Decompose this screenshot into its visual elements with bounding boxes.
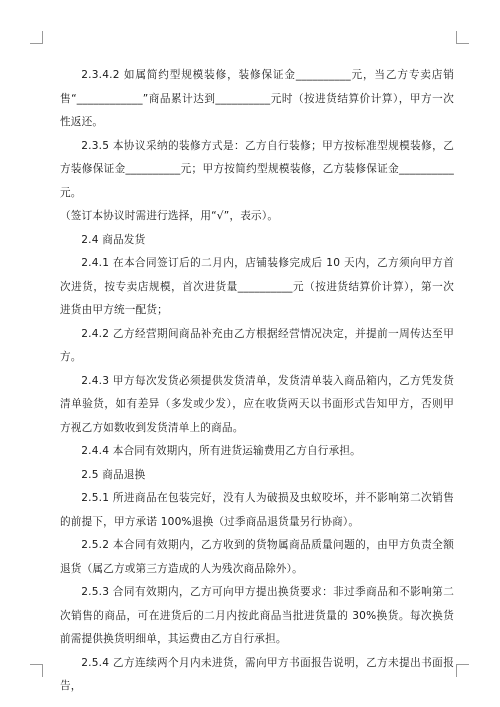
clause-2-5-1: 2.5.1 所进商品在包装完好，没有人为破损及虫蚁咬坏，并不影响第二次销售的前提下，甲方承诺 100%退换（过季商品退货量另行协商）。 bbox=[60, 492, 454, 528]
clause-2-5-4: 2.5.4 乙方连续两个月内未进货，需向甲方书面报告说明，乙方未提出书面报告， bbox=[60, 656, 454, 692]
clause-2-5-2: 2.5.2 本合同有效期内，乙方收到的货物属商品质量问题的，由甲方负责全额退货（属乙方或第三方造成的人为残次商品除外）。 bbox=[60, 539, 454, 575]
clause-2-3-4-2: 2.3.4.2 如属简约型规模装修，装修保证金__________元，当乙方专卖店销售“____________”商品累计达到__________元时（按进货结算价计算），甲方一次性返还。 bbox=[60, 69, 454, 128]
clause-2-4-1: 2.4.1 在本合同签订后的二月内，店铺装修完成后 10 天内，乙方须向甲方首次进货，按专卖店规模，首次进货量__________元（按进货结算价计算），第一次进货由甲方统一配货； bbox=[60, 257, 454, 316]
clause-2-4-2: 2.4.2 乙方经营期间商品补充由乙方根据经营情况决定，并提前一周传达至甲方。 bbox=[60, 327, 454, 363]
selection-note: （签订本协议时需进行选择，用“√”，表示）。 bbox=[60, 210, 279, 222]
document-body bbox=[60, 64, 454, 699]
crop-mark-bottom-left bbox=[30, 664, 43, 677]
crop-mark-top-left bbox=[30, 31, 43, 44]
crop-mark-top-right bbox=[456, 31, 469, 44]
section-heading-2-4: 2.4 商品发货 bbox=[81, 233, 146, 246]
crop-mark-bottom-right bbox=[456, 664, 469, 677]
clause-2-5-3: 2.5.3 合同有效期内，乙方可向甲方提出换货要求：非过季商品和不影响第二次销售的商品，可在进货后的二月内按此商品当批进货量的 30%换货。每次换货前需提供换货明细单，其运费由乙方自行承担。 bbox=[60, 586, 454, 645]
clause-2-4-3: 2.4.3 甲方每次发货必须提供发货清单，发货清单装入商品箱内，乙方凭发货清单验货，如有差异（多发或少发），应在收货两天以书面形式告知甲方，否则甲方视乙方如数收到发货清单上的商品。 bbox=[60, 374, 454, 434]
section-heading-2-5: 2.5 商品退换 bbox=[81, 468, 146, 481]
clause-2-3-5: 2.3.5 本协议采纳的装修方式是：乙方自行装修；甲方按标准型规模装修，乙方装修保证金__________元；甲方按简约型规模装修，乙方装修保证金__________元。 bbox=[60, 139, 454, 199]
clause-2-4-4: 2.4.4 本合同有效期内，所有进货运输费用乙方自行承担。 bbox=[81, 445, 361, 457]
